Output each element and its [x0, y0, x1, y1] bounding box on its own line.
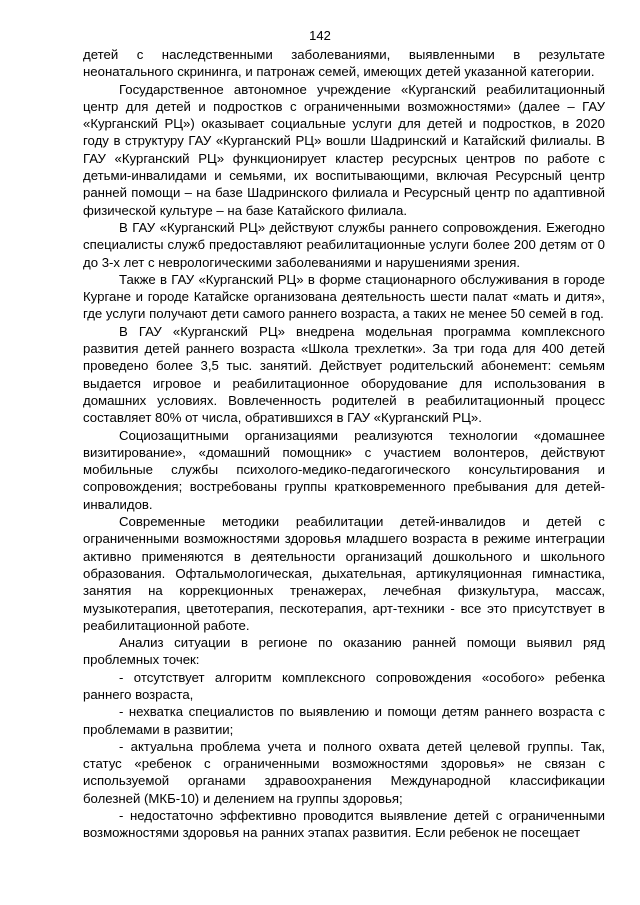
document-body [83, 46, 605, 842]
paragraph-2: Государственное автономное учреждение «Курганский реабилитационный центр для детей и подростков с ограниченными возможностями» (далее – ГАУ «Курганский РЦ») оказывает социальные услуги для детей и подростков, в 2020 году в структуру ГАУ «Курганский РЦ» вошли Шадринский и Катайский филиалы. В ГАУ «Курганский РЦ» функционирует кластер ресурсных центров по работе с детьми-инвалидами и семьями, их воспитывающими, включая Ресурсный центр ранней помощи – на базе Шадринского филиала и Ресурсный центр по адаптивной физической культуре – на базе Катайского филиала. [83, 81, 605, 218]
paragraph-5: В ГАУ «Курганский РЦ» внедрена модельная программа комплексного развития детей раннего возраста «Школа трехлетки». За три года для 400 детей проведено более 3,5 тыс. занятий. Действует родительский абонемент: семьям выдается игровое и реабилитационное оборудование для использования в домашних условиях. Вовлеченность родителей в реабилитационный процесс составляет 80% от числа, обратившихся в ГАУ «Курганский РЦ». [83, 323, 605, 426]
paragraph-6: Социозащитными организациями реализуются технологии «домашнее визитирование», «домашний помощник» с участием волонтеров, действуют мобильные службы психолого-медико-педагогического консультирования и сопровождения; востребованы группы кратковременного пребывания для детей-инвалидов. [83, 427, 605, 512]
list-item-2: - нехватка специалистов по выявлению и помощи детям раннего возраста с проблемами в развитии; [83, 704, 605, 737]
list-item-3: - актуальна проблема учета и полного охвата детей целевой группы. Так, статус «ребенок с ограниченными возможностями здоровья» не связан с используемой органами здравоохранения Международной классификации болезней (МКБ-10) и делением на группы здоровья; [83, 738, 605, 806]
list-item-1: - отсутствует алгоритм комплексного сопровождения «особого» ребенка раннего возраста, [83, 669, 605, 702]
paragraph-3: В ГАУ «Курганский РЦ» действуют службы раннего сопровождения. Ежегодно специалисты служб предоставляют реабилитационные услуги более 200 детям от 0 до 3-х лет с неврологическими заболеваниями и нарушениями зрения. [83, 219, 605, 270]
paragraph-4: Также в ГАУ «Курганский РЦ» в форме стационарного обслуживания в городе Кургане и городе Катайске организована деятельность шести палат «мать и дитя», где услуги получают дети самого раннего возраста, а таких не менее 50 семей в год. [83, 271, 605, 322]
page-number: 142 [309, 28, 331, 43]
list-item-4: - недостаточно эффективно проводится выявление детей с ограниченными возможностями здоровья на ранних этапах развития. Если ребенок не посещает [83, 808, 605, 841]
paragraph-8: Анализ ситуации в регионе по оказанию ранней помощи выявил ряд проблемных точек: [83, 635, 605, 668]
paragraph-1: детей с наследственными заболеваниями, выявленными в результате неонатального скрининга, и патронаж семей, имеющих детей указанной категории. [83, 47, 605, 80]
paragraph-7: Современные методики реабилитации детей-инвалидов и детей с ограниченными возможностями здоровья младшего возраста в режиме интеграции активно применяются в деятельности организаций дошкольного и школьного образования. Офтальмологическая, дыхательная, артикуляционная гимнастика, занятия на коррекционных тренажерах, лечебная физкультура, массаж, музыкотерапия, цветотерапия, пескотерапия, арт-техники - все это присутствует в реабилитационной работе. [83, 514, 605, 633]
